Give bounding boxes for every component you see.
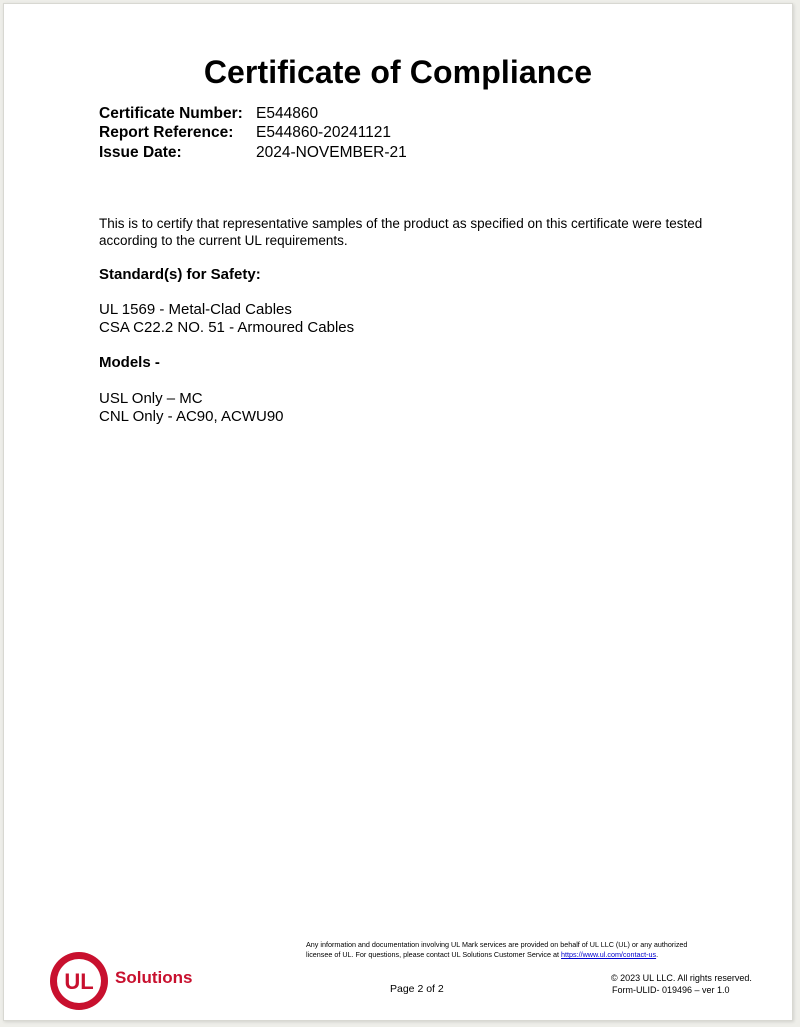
certificate-number-label: Certificate Number: (99, 104, 243, 122)
certificate-page (3, 3, 793, 1021)
disclaimer-period: . (656, 950, 659, 959)
page-number: Page 2 of 2 (390, 983, 444, 995)
report-reference-label: Report Reference: (99, 124, 234, 142)
certification-statement: This is to certify that representative samples of the product as specified on this certificate were tested according to the current UL requirements. (99, 216, 703, 248)
model-item: CNL Only - AC90, ACWU90 (99, 408, 284, 425)
footer-disclaimer (306, 940, 746, 960)
form-id: Form-ULID- 019496 – ver 1.0 (612, 985, 730, 995)
disclaimer-text: licensee of UL. For questions, please contact UL Solutions Customer Service at (306, 950, 562, 959)
disclaimer-line: Any information and documentation involving UL Mark services are provided on behalf of UL LLC (UL) or any authorized (306, 940, 688, 949)
issue-date-label: Issue Date: (99, 143, 182, 161)
issue-date-row (99, 143, 407, 163)
ul-logo-icon (48, 950, 110, 1012)
certificate-number-row (99, 104, 407, 124)
contact-us-link[interactable]: https://www.ul.com/contact-us (561, 950, 657, 959)
document-title: Certificate of Compliance (203, 54, 593, 90)
report-reference-value: E544860-20241121 (256, 124, 392, 142)
copyright-notice: © 2023 UL LLC. All rights reserved. (611, 973, 752, 983)
issue-date-value: 2024-NOVEMBER-21 (256, 143, 407, 161)
certificate-number-value: E544860 (256, 104, 319, 122)
models-heading: Models - (99, 354, 160, 371)
model-item: USL Only – MC (99, 390, 203, 407)
standards-heading: Standard(s) for Safety: (99, 266, 261, 283)
report-reference-row (99, 124, 407, 144)
standard-item: UL 1569 - Metal-Clad Cables (99, 301, 292, 318)
logo-wordmark: Solutions (115, 968, 193, 987)
certificate-meta (99, 104, 407, 163)
disclaimer-line (306, 950, 746, 960)
standard-item: CSA C22.2 NO. 51 - Armoured Cables (99, 319, 355, 336)
ul-solutions-logo (48, 950, 110, 1017)
logo-letters: UL (64, 969, 94, 994)
